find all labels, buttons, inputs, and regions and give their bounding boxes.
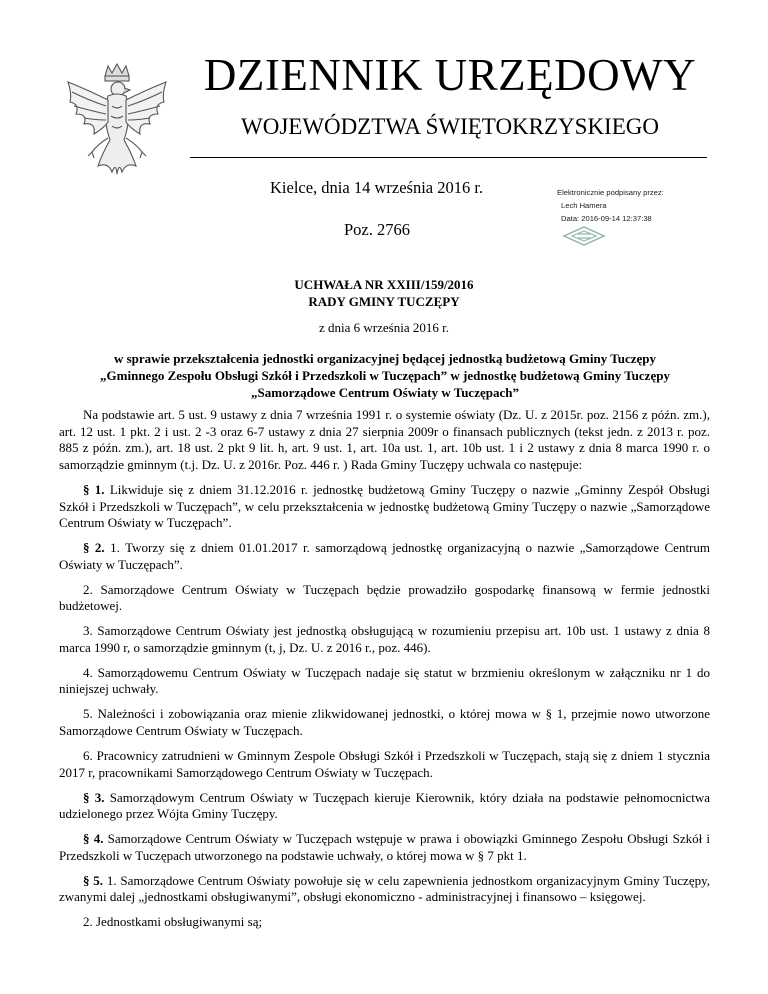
resolution-body: RADY GMINY TUCZĘPY: [308, 294, 460, 309]
section-paragraph: [59, 831, 710, 864]
section-paragraph: [59, 540, 710, 573]
signature-date: Data: 2016-09-14 12:37:38: [561, 214, 652, 223]
section-paragraph: [59, 582, 710, 615]
section-paragraph: [59, 623, 710, 656]
section-paragraph: [59, 790, 710, 823]
resolution-heading: [0, 276, 768, 310]
position-number: Poz. 2766: [344, 220, 410, 239]
publication-date: Kielce, dnia 14 września 2016 r.: [270, 178, 484, 197]
section-text: 1. Tworzy się z dniem 01.01.2017 r. samorządową jednostkę organizacyjną o nazwie „Samorządowe Centrum Oświaty w Tuczępach”.: [59, 540, 710, 572]
section-paragraph: [59, 914, 710, 931]
section-text: 4. Samorządowemu Centrum Oświaty w Tuczępach nadaje się statut w brzmieniu określonym w załączniku nr 1 do niniejszej uchwały.: [59, 664, 710, 697]
subject-line: „Samorządowe Centrum Oświaty w Tuczępach”: [251, 385, 519, 400]
section-paragraph: [59, 706, 710, 739]
polish-eagle-emblem-icon: [58, 62, 176, 194]
section-paragraph: [59, 748, 710, 781]
electronic-signature-block: [557, 186, 717, 225]
subject-line: „Gminnego Zespołu Obsługi Szkół i Przedszkoli w Tuczępach” w jednostkę budżetową Gminy Tuczępy: [100, 368, 670, 383]
signer-name: Lech Hamera: [561, 201, 607, 210]
e-signature-logo-icon: [562, 226, 606, 246]
section-text: 2. Jednostkami obsługiwanymi są;: [83, 914, 263, 930]
subject-line: w sprawie przekształcenia jednostki organizacyjnej będącej jednostką budżetową Gminy Tuczępy: [113, 351, 656, 366]
section-text: 2. Samorządowe Centrum Oświaty w Tuczępach będzie prowadziło gospodarkę finansową w fermie jednostki budżetowej.: [59, 581, 710, 614]
section-text: 6. Pracownicy zatrudnieni w Gminnym Zespole Obsługi Szkół i Przedszkoli w Tuczępach, stają się z dniem 1 stycznia 2017 r, pracownikami Samorządowego Centrum Oświaty w Tuczępach.: [59, 748, 710, 780]
section-paragraph: [59, 665, 710, 698]
section-text: 3. Samorządowe Centrum Oświaty jest jednostką obsługującą w rozumieniu przepisu art. 10b ust. 1 ustawy z dnia 8 marca 1990 r, o samorządzie gminnym (t, j, Dz. U. z 2016 r., poz. 446).: [59, 623, 710, 655]
section-text: 1. Samorządowe Centrum Oświaty powołuje się w celu zapewnienia jednostkom organizacyjnym Gminy Tuczępy, zwanymi dalej „jednostkami obsługiwanymi”, obsługi ekonomiczno - administracyjnej i finansowo – księgowej.: [59, 872, 711, 905]
section-mark: § 2.: [83, 540, 105, 556]
journal-subtitle: WOJEWÓDZTWA ŚWIĘTOKRZYSKIEGO: [241, 114, 659, 139]
journal-title: DZIENNIK URZĘDOWY: [203, 50, 697, 100]
section-text: Samorządowe Centrum Oświaty w Tuczępach wstępuje w prawa i obowiązki Gminnego Zespołu Obsługi Szkół i Przedszkoli w Tuczępach utworzonego na podstawie uchwały, o której mowa w § 7 pkt 1.: [59, 831, 711, 863]
section-paragraph: [59, 482, 710, 532]
section-text: Likwiduje się z dniem 31.12.2016 r. jednostkę budżetową Gminy Tuczępy o nazwie „Gminny Zespół Obsługi Szkół i Przedszkoli w Tuczępach”, w celu przekształcenia w jednostkę budżetową Gminy Tuczępy o nazwie „Samorządowe Centrum Oświaty w Tuczępach”.: [59, 481, 710, 531]
resolution-body-text: [59, 407, 710, 939]
section-paragraph: [59, 873, 710, 906]
resolution-number: UCHWAŁA NR XXIII/159/2016: [294, 277, 474, 292]
resolution-subject: [40, 350, 730, 401]
section-mark: § 5.: [83, 872, 104, 888]
resolution-date: z dnia 6 września 2016 r.: [319, 320, 449, 335]
section-mark: § 3.: [83, 789, 105, 805]
section-text: Samorządowym Centrum Oświaty w Tuczępach kieruje Kierownik, który działa na podstawie pełnomocnictwa udzielonego przez Wójta Gminy Tuczępy.: [59, 789, 711, 822]
section-mark: § 4.: [83, 831, 104, 847]
signature-label: Elektronicznie podpisany przez:: [557, 188, 664, 197]
legal-basis-paragraph: Na podstawie art. 5 ust. 9 ustawy z dnia 7 września 1991 r. o systemie oświaty (Dz. U. z 2015r. poz. 2156 z późn. zm.), art. 12 ust. 1 pkt. 2 i ust. 2 -3 oraz 6-7 ustawy z dnia 27 sierpnia 2009r o finansach publicznych (tekst jedn. z 2013 r. poz. 885 z późn. zm.), art. 18 ust. 2 pkt 9 lit. h, art. 9 ust. 1, art. 10a ust. 1, art. 10b ust. 1 i 2 ustawy z dnia 8 marca 1990 r. o samorządzie gminnym (t.j. Dz. U. z 2016r. Poz. 446 r. ) Rada Gminy Tuczępy uchwala co następuje:: [59, 407, 710, 472]
section-mark: § 1.: [83, 481, 105, 497]
section-text: 5. Należności i zobowiązania oraz mienie zlikwidowanej jednostki, o której mowa w § 1, przejmie nowo utworzone Samorządowe Centrum Oświaty w Tuczępach.: [59, 706, 710, 739]
header-divider: [190, 157, 707, 158]
